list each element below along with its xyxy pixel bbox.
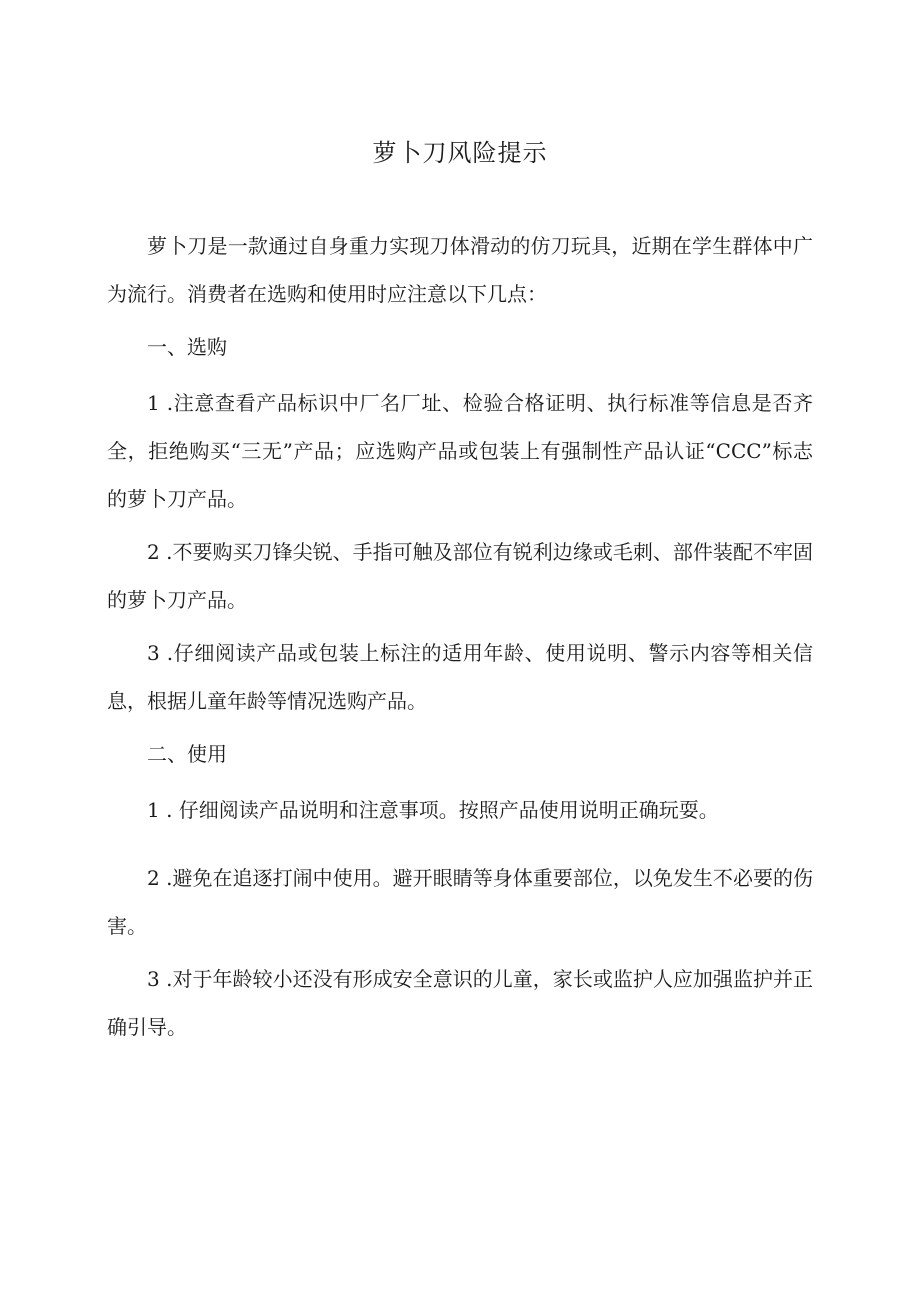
item-text: .注意查看产品标识中厂名厂址、检验合格证明、执行标准等信息是否齐全，拒绝购买“三无”产品；应选购产品或包装上有强制性产品认证“CCC”标志的萝卜刀产品。 [107,391,813,511]
item-text: .避免在追逐打闹中使用。避开眼睛等身体重要部位，以免发生不必要的伤害。 [107,866,813,938]
purchase-item-1 [107,379,813,523]
item-number: 1 [147,391,160,415]
document-title: 萝卜刀风险提示 [372,139,548,167]
usage-item-3 [107,955,813,1051]
purchase-item-2 [107,528,813,624]
item-number: 2 [147,866,160,890]
item-number: 1 [147,798,160,822]
item-text: .仔细阅读产品或包装上标注的适用年龄、使用说明、警示内容等相关信息，根据儿童年龄等情况选购产品。 [107,641,813,713]
item-number: 3 [147,967,160,991]
section-heading-purchase: 一、选购 [147,335,227,359]
section-heading-usage: 二、使用 [147,742,227,766]
item-number: 2 [147,540,160,564]
item-text: .对于年龄较小还没有形成安全意识的儿童，家长或监护人应加强监护并正确引导。 [107,967,813,1039]
usage-item-1 [107,786,813,834]
usage-item-2 [107,854,813,950]
item-text: .不要购买刀锋尖锐、手指可触及部位有锐利边缘或毛刺、部件装配不牢固的萝卜刀产品。 [107,540,813,612]
item-number: 3 [147,641,160,665]
purchase-item-3 [107,629,813,725]
item-text: . 仔细阅读产品说明和注意事项。按照产品使用说明正确玩耍。 [159,798,719,822]
document-body [107,222,813,1056]
intro-paragraph: 萝卜刀是一款通过自身重力实现刀体滑动的仿刀玩具，近期在学生群体中广为流行。消费者在选购和使用时应注意以下几点： [107,234,813,306]
